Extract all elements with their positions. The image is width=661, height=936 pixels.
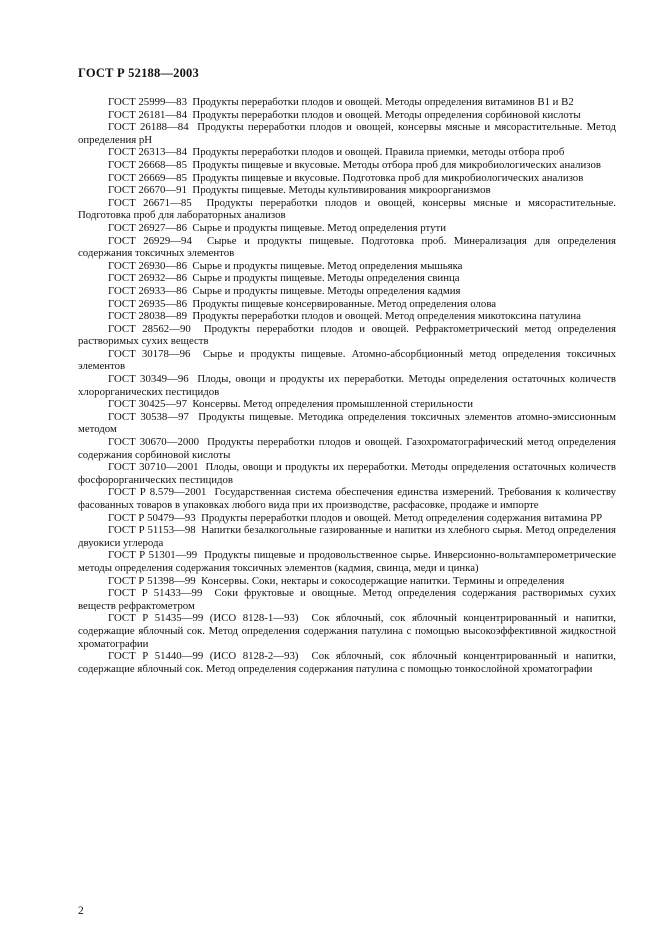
standard-code: ГОСТ Р 51433—99 <box>108 587 203 600</box>
standard-code: ГОСТ Р 8.579—2001 <box>108 486 207 499</box>
standard-title: Консервы. Метод определения промышленной стерильности <box>192 398 474 411</box>
standard-title: Напитки безалкогольные газированные и напитки из хлебного сырья. Метод определения двуокиси углерода <box>78 524 616 549</box>
standard-title: Продукты пищевые и вкусовые. Методы отбора проб для микробиологических анализов <box>192 158 601 171</box>
standards-list <box>78 96 616 675</box>
list-item <box>78 184 616 197</box>
standard-title: Сырье и продукты пищевые. Подготовка проб. Минерализация для определения содержания токсичных элементов <box>78 234 616 260</box>
standard-title: Соки фруктовые и овощные. Метод определения содержания растворимых сухих веществ рефрактометром <box>78 587 616 612</box>
standard-code: ГОСТ 28562—90 <box>108 322 191 335</box>
standard-code: ГОСТ 30710—2001 <box>108 461 199 474</box>
standard-title: Продукты переработки плодов и овощей. Рефрактометрический метод определения растворимых сухих веществ <box>78 322 617 348</box>
standard-title: Продукты пищевые консервированные. Метод определения олова <box>192 297 497 310</box>
standard-title: Плоды, овощи и продукты их переработки. Методы определения остаточных количеств хлорорганических пестицидов <box>78 373 616 398</box>
standard-code: ГОСТ 28038—89 <box>108 310 187 323</box>
standard-code: ГОСТ 26670—91 <box>108 184 187 197</box>
standard-code: ГОСТ 26669—85 <box>108 171 187 184</box>
list-item <box>78 575 616 588</box>
standard-code: ГОСТ 25999—83 <box>108 96 187 108</box>
standard-code: ГОСТ 30178—96 <box>108 347 191 360</box>
standard-code: ГОСТ 26927—86 <box>108 221 187 234</box>
standard-code: ГОСТ Р 51440—99 (ИСО 8128-2—93) <box>108 650 299 663</box>
standard-title: Сырье и продукты пищевые. Метод определения ртути <box>192 221 447 234</box>
standard-title: Продукты пищевые и продовольственное сырье. Инверсионно-вольтамперометрические методы определения содержания токсичных элементов (кадмия, свинца, меди и цинка) <box>78 549 616 574</box>
list-item <box>78 159 616 172</box>
standard-code: ГОСТ 26671—85 <box>108 196 192 209</box>
list-item <box>78 348 616 373</box>
standard-title: Сок яблочный, сок яблочный концентрированный и напитки, содержащие яблочный сок. Метод определения содержания патулина с помощью высокоэффективной жидкостной хроматографии <box>78 612 616 650</box>
list-item <box>78 612 616 650</box>
standard-title: Сырье и продукты пищевые. Методы определения кадмия <box>192 284 461 297</box>
standard-title: Сырье и продукты пищевые. Метод определения мышьяка <box>192 259 463 272</box>
standard-code: ГОСТ 26668—85 <box>108 158 187 171</box>
list-item <box>78 411 616 436</box>
standard-code: ГОСТ Р 50479—93 <box>108 511 196 524</box>
document-header: ГОСТ Р 52188—2003 <box>78 66 199 80</box>
list-item <box>78 272 616 285</box>
standard-title: Продукты переработки плодов и овощей. Газохроматографический метод определения содержания сорбиновой кислоты <box>78 436 616 461</box>
standard-title: Продукты переработки плодов и овощей. Метод определения содержания витамина PP <box>201 511 603 524</box>
standard-code: ГОСТ 30538—97 <box>108 410 189 423</box>
standard-code: ГОСТ Р 51153—98 <box>108 524 196 537</box>
list-item <box>78 96 616 109</box>
standard-code: ГОСТ 26933—86 <box>108 284 187 297</box>
standard-title: Консервы. Соки, нектары и сокосодержащие напитки. Термины и определения <box>201 574 565 587</box>
standard-code: ГОСТ 30670—2000 <box>108 436 200 449</box>
standard-code: ГОСТ 30349—96 <box>108 373 189 386</box>
standard-code: ГОСТ Р 51398—99 <box>108 574 196 587</box>
standard-code: ГОСТ 26188—84 <box>108 121 189 134</box>
standard-title: Сок яблочный, сок яблочный концентрированный и напитки, содержащие яблочный сок. Метод определения содержания патулина с помощью тонкослойной хроматографии <box>78 650 616 675</box>
list-item <box>78 587 616 612</box>
list-item <box>78 486 616 511</box>
standard-title: Продукты пищевые. Методы культивирования микроорганизмов <box>192 184 491 197</box>
list-item <box>78 436 616 461</box>
standard-code: ГОСТ 26930—86 <box>108 259 187 272</box>
list-item <box>78 524 616 549</box>
list-item <box>78 398 616 411</box>
list-item <box>78 121 616 146</box>
page-number: 2 <box>78 905 84 917</box>
standard-title: Государственная система обеспечения единства измерений. Требования к количеству фасованных товаров в упаковках любого вида при их производстве, расфасовке, продаже и импорте <box>78 486 616 511</box>
standard-code: ГОСТ 26181—84 <box>108 108 187 121</box>
list-item <box>78 172 616 185</box>
list-item <box>78 260 616 273</box>
list-item <box>78 549 616 574</box>
standard-title: Сырье и продукты пищевые. Методы определения свинца <box>192 272 460 285</box>
standard-title: Плоды, овощи и продукты их переработки. Методы определения остаточных количеств фосфорорганических пестицидов <box>78 461 616 486</box>
list-item <box>78 285 616 298</box>
standard-title: Продукты переработки плодов и овощей, консервы мясные и мясорастительные. Метод определения pH <box>78 121 616 146</box>
standard-title: Продукты переработки плодов и овощей. Метод определения микотоксина патулина <box>192 310 581 323</box>
standard-code: ГОСТ 26932—86 <box>108 272 187 285</box>
list-item <box>78 310 616 323</box>
standard-code: ГОСТ 26929—94 <box>108 234 192 247</box>
standard-code: ГОСТ 26313—84 <box>108 146 187 159</box>
list-item <box>78 298 616 311</box>
standard-title: Продукты переработки плодов и овощей. Методы определения сорбиновой кислоты <box>192 108 581 121</box>
list-item <box>78 197 616 222</box>
list-item <box>78 323 616 348</box>
list-item <box>78 461 616 486</box>
list-item <box>78 109 616 122</box>
standard-title: Продукты переработки плодов и овощей. Методы определения витаминов B1 и B2 <box>192 96 574 108</box>
standard-title: Сырье и продукты пищевые. Атомно-абсорбционный метод определения токсичных элементов <box>78 347 617 373</box>
list-item <box>78 235 616 260</box>
list-item <box>78 373 616 398</box>
list-item <box>78 512 616 525</box>
standard-title: Продукты переработки плодов и овощей. Правила приемки, методы отбора проб <box>192 146 565 159</box>
standard-code: ГОСТ 26935—86 <box>108 297 187 310</box>
standard-title: Продукты переработки плодов и овощей, консервы мясные и мясорастительные. Подготовка проб для лабораторных анализов <box>78 196 617 222</box>
standard-code: ГОСТ Р 51435—99 (ИСО 8128-1—93) <box>108 612 299 625</box>
list-item <box>78 650 616 675</box>
standard-title: Продукты пищевые и вкусовые. Подготовка проб для микробиологических анализов <box>192 171 584 184</box>
list-item <box>78 222 616 235</box>
list-item <box>78 146 616 159</box>
standard-code: ГОСТ Р 51301—99 <box>108 549 198 562</box>
standard-title: Продукты пищевые. Методика определения токсичных элементов атомно-эмиссионным методом <box>78 410 617 436</box>
standard-code: ГОСТ 30425—97 <box>108 398 187 411</box>
